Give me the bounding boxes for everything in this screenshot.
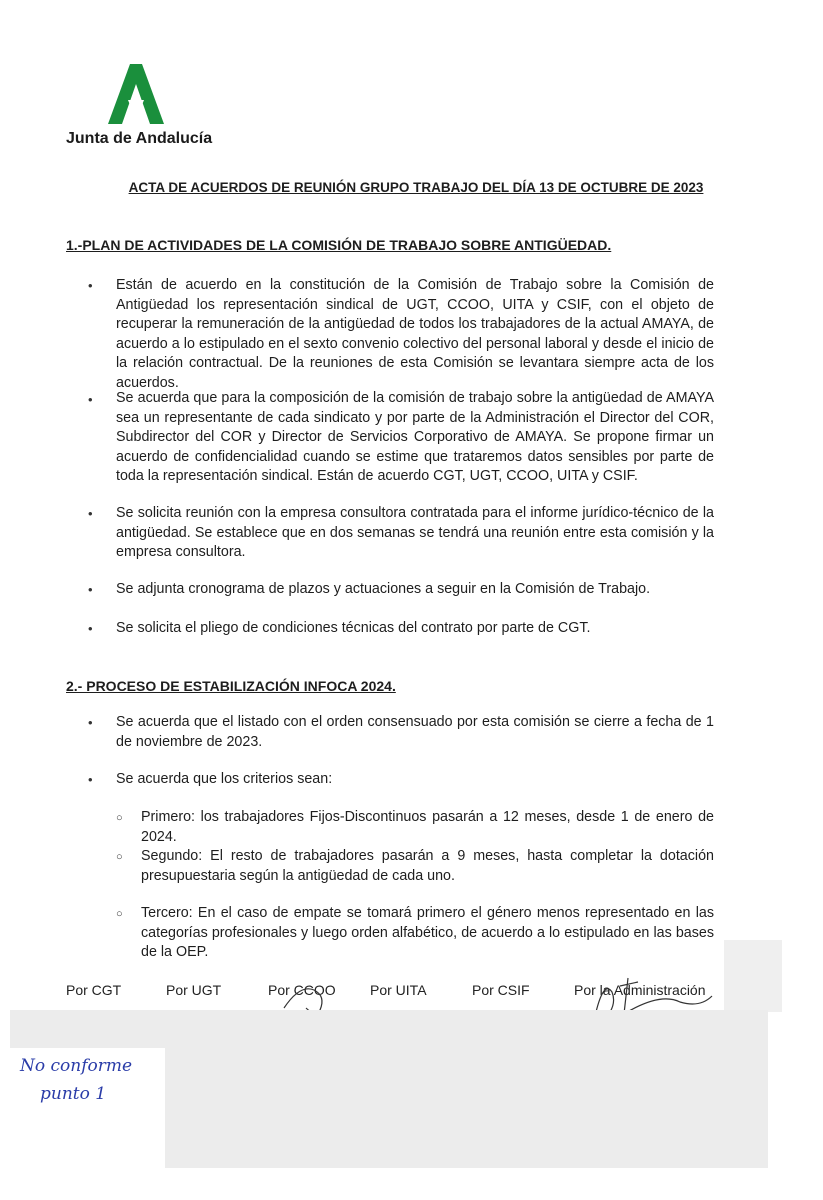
section-2-heading: 2.- PROCESO DE ESTABILIZACIÓN INFOCA 2024. (66, 678, 396, 694)
signature-label-administracion: Por la Administración (574, 982, 706, 998)
bullet-icon: • (88, 582, 93, 597)
handwritten-note-line: No conforme (20, 1056, 133, 1076)
signature-label-ugt: Por UGT (166, 982, 222, 998)
section-1-bullet: Están de acuerdo en la constitución de la Comisión de Trabajo sobre la Comisión de Antigüedad los representación sindical de UGT, CCOO, UITA y CSIF, con el objeto de recuperar la remuneración de la antigüedad de todos los trabajadores de la actual AMAYA, de acuerdo a lo estipulado en el sexto convenio colectivo del personal laboral y desde el inicio de la relación contractual. De la reuniones de esta Comisión se levantara siempre acta de los acuerdos. (116, 277, 714, 391)
section-1-bullet: Se solicita reunión con la empresa consultora contratada para el informe jurídico-técnico de la antigüedad. Se establece que en dos semanas se tendrá una reunión entre esta comisión y la empresa consultora. (116, 505, 714, 560)
bullet-icon: • (88, 715, 93, 730)
signature-label-uita: Por UITA (370, 982, 427, 998)
redaction-block (10, 1010, 768, 1048)
junta-logo (66, 60, 226, 160)
bullet-icon: • (88, 621, 93, 636)
section-1-bullet: Se acuerda que para la composición de la comisión de trabajo sobre la antigüedad de AMAYA sea un representante de cada sindicato y por parte de la Administración el Director del COR, Subdirector del COR y Director de Servicios Corporativo de AMAYA. Se propone firmar un acuerdo de confidencialidad cuando se estime que trataremos datos sensibles por parte de toda la representación sindical. Están de acuerdo CGT, UGT, CCOO, UITA y CSIF. (116, 390, 714, 484)
redaction-block (724, 940, 782, 1012)
criteria-item: Primero: los trabajadores Fijos-Discontinuos pasarán a 12 meses, desde 1 de enero de 2024. (141, 809, 714, 845)
signature-label-cgt: Por CGT (66, 982, 122, 998)
sub-bullet-icon: ○ (116, 812, 123, 824)
handwritten-note-line: punto 1 (40, 1084, 107, 1104)
sub-bullet-icon: ○ (116, 908, 123, 920)
handwritten-note (20, 1052, 160, 1132)
criteria-item: Segundo: El resto de trabajadores pasarán a 9 meses, hasta completar la dotación presupuestaria según la antigüedad de cada uno. (141, 848, 714, 884)
section-1-heading: 1.-PLAN DE ACTIVIDADES DE LA COMISIÓN DE TRABAJO SOBRE ANTIGÜEDAD. (66, 237, 612, 253)
criteria-item: Tercero: En el caso de empate se tomará primero el género menos representado en las categorías profesionales y luego orden alfabético, de acuerdo a lo estipulado en las bases de la OEP. (141, 905, 714, 960)
bullet-icon: • (88, 772, 93, 787)
junta-a-logo-icon (106, 64, 166, 126)
section-1-bullet: Se solicita el pliego de condiciones técnicas del contrato por parte de CGT. (116, 620, 591, 636)
bullet-icon: • (88, 278, 93, 293)
bullet-icon: • (88, 506, 93, 521)
signature-label-csif: Por CSIF (472, 982, 530, 998)
bullet-icon: • (88, 392, 93, 407)
section-2-bullet: Se acuerda que el listado con el orden consensuado por esta comisión se cierre a fecha de 1 de noviembre de 2023. (116, 714, 714, 750)
logo-text: Junta de Andalucía (66, 130, 213, 147)
section-1-bullet: Se adjunta cronograma de plazos y actuaciones a seguir en la Comisión de Trabajo. (116, 581, 651, 597)
sub-bullet-icon: ○ (116, 851, 123, 863)
redaction-block (165, 1046, 768, 1168)
signature-label-ccoo: Por CCOO (268, 982, 336, 998)
section-2-bullet: Se acuerda que los criterios sean: (116, 771, 333, 787)
document-title: ACTA DE ACUERDOS DE REUNIÓN GRUPO TRABAJO DEL DÍA 13 DE OCTUBRE DE 2023 (128, 180, 704, 195)
